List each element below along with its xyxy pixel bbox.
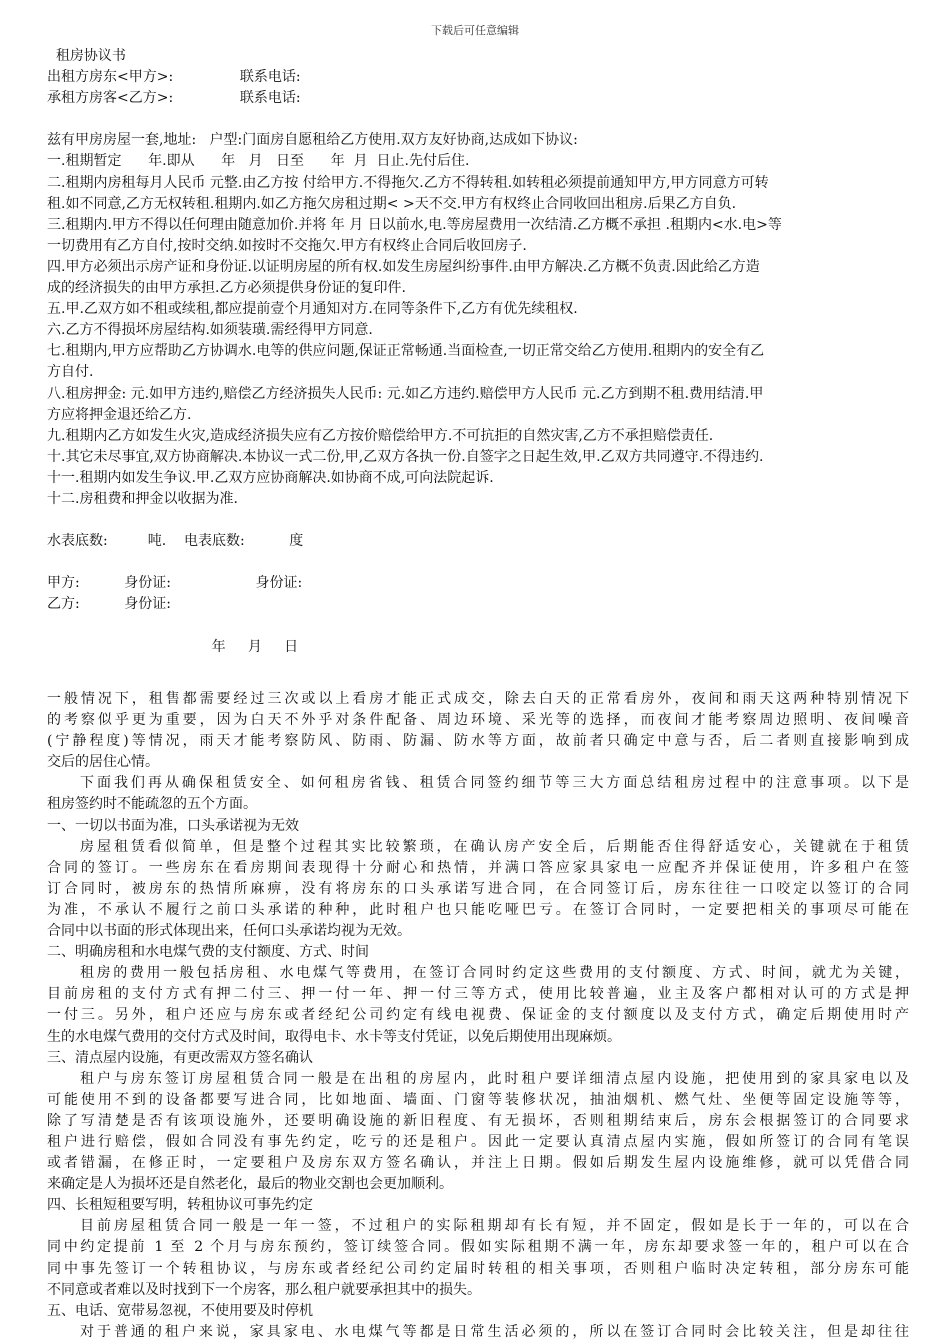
- contract-line: 承租方房客<乙方>: 联系电话:: [47, 90, 301, 107]
- article-line: 租户进行赔偿，假如合同没有事先约定，吃亏的还是租户。因此一定要认真清点屋内实施，假如所签订的合同有笔误: [47, 1133, 909, 1150]
- article-line: 对于普通的租户来说，家具家电、水电煤气等都是日常生活必须的，所以在签订合同时会比较关注，但是却往往: [80, 1323, 909, 1340]
- contract-line: 甲方: 身份证: 身份证:: [47, 575, 303, 592]
- contract-line: 方应将押金退还给乙方.: [47, 406, 192, 423]
- article-line: 的考察似乎更为重要，因为白天不外乎对条件配备、周边环境、采光等的选择，而夜间才能考察周边照明、夜间噪音: [47, 712, 909, 729]
- article-line: (宁静程度)等情况，雨天才能考察防风、防雨、防漏、防水等方面，故前者只确定中意与否，后二者则直接影响到成: [47, 733, 909, 750]
- article-line: 下面我们再从确保租赁安全、如何租房省钱、租赁合同签约细节等三大方面总结租房过程中的注意事项。以下是: [80, 775, 909, 792]
- article-line: 同中事先签订一个转租协议，与房东或者经纪公司约定届时转租的相关事项，否则租户临时决定转租，部分房东可能: [47, 1260, 909, 1277]
- article-line: 五、电话、宽带易忽视，不使用要及时停机: [47, 1302, 313, 1319]
- article-line: 订合同时，被房东的热情所麻痹，没有将房东的口头承诺写进合同，在合同签订后，房东往往一口咬定以签订的合同: [47, 880, 909, 897]
- contract-line: 成的经济损失的由甲方承担.乙方必须提供身份证的复印件.: [47, 280, 406, 297]
- contract-line: 十一.租期内如发生争议.甲.乙双方应协商解决.如协商不成,可向法院起诉.: [47, 469, 494, 486]
- contract-line: 三.租期内.甲方不得以任何理由随意加价.并将 年 月 日以前水,电.等房屋费用一次结清.乙方概不承担 .租期内<水.电>等: [47, 216, 782, 233]
- contract-line: 水表底数: 吨. 电表底数: 度: [47, 533, 304, 550]
- article-line: 或者错漏，在修正时，一定要租户及房东双方签名确认，并注上日期。假如后期发生屋内设施维修，就可以凭借合同: [47, 1155, 909, 1172]
- contract-line: 二.租期内房租每月人民币 元整.由乙方按 付给甲方.不得拖欠.乙方不得转租.如转租必须提前通知甲方,甲方同意方可转: [47, 174, 769, 191]
- article-line: 目前房租的支付方式有押二付三、押一付一年、押一付三等方式，使用比较普遍，业主及客户都相对认可的方式是押: [47, 986, 909, 1003]
- article-line: 不同意或者难以及时找到下一个房客，那么租户就要承担其中的损失。: [47, 1281, 481, 1298]
- article-line: 生的水电煤气费用的交付方式及时间，取得电卡、水卡等支付凭证，以免后期使用出现麻烦。: [47, 1028, 621, 1045]
- contract-line: 十.其它未尽事宜,双方协商解决.本协议一式二份,甲,乙双方各执一份.自签字之日起生效,甲.乙双方共同遵守.不得违约.: [47, 448, 764, 465]
- article-line: 目前房屋租赁合同一般是一年一签，不过租户的实际租期却有长有短，并不固定，假如是长于一年的，可以在合: [80, 1218, 909, 1235]
- contract-line: 出租方房东<甲方>: 联系电话:: [47, 69, 301, 86]
- contract-line: 四.甲方必须出示房产证和身份证.以证明房屋的所有权.如发生房屋纠纷事件.由甲方解决.乙方概不负责.因此给乙方造: [47, 258, 760, 275]
- article-line: 房屋租赁看似简单，但是整个过程其实比较繁琐，在确认房产安全后，后期能否住得舒适安心，关键就在于租赁: [80, 838, 909, 855]
- article-line: 二、明确房租和水电煤气费的支付额度、方式、时间: [47, 944, 369, 961]
- contract-line: 八.租房押金: 元.如甲方违约,赔偿乙方经济损失人民币: 元.如乙方违约.赔偿甲方人民币 元.乙方到期不租.费用结清.甲: [47, 385, 764, 402]
- article-line: 为准，不承认不履行之前口头承诺的种种，此时租户也只能吃哑巴亏。在签订合同时，一定要把相关的事项尽可能在: [47, 901, 909, 918]
- contract-line: 一切费用有乙方自付,按时交纳.如按时不交拖欠.甲方有权终止合同后收回房子.: [47, 237, 527, 254]
- contract-line: 五.甲.乙双方如不租或续租,都应提前壹个月通知对方.在同等条件下,乙方有优先续租权.: [47, 301, 578, 318]
- contract-line: 年 月 日: [47, 638, 299, 655]
- rental-agreement: [47, 46, 917, 658]
- contract-line: 一.租期暂定 年.即从 年 月 日至 年 月 日止.先付后住.: [47, 153, 470, 170]
- contract-line: 方自付.: [47, 364, 94, 381]
- contract-line: 租房协议书: [47, 48, 126, 64]
- article-line: 同中约定提前 1 至 2 个月与房东预约，签订续签合同。假如实际租期不满一年，房东却要求签一年的，租户可以在合: [47, 1239, 909, 1256]
- contract-line: 十二.房租费和押金以收据为准.: [47, 490, 238, 507]
- contract-line: [47, 552, 917, 573]
- article-line: 除了写清楚是否有该项设施外，还要明确设施的新旧程度、有无损坏，否则租期结束后，房东会根据签订的合同要求: [47, 1112, 909, 1129]
- article-line: 一付三。另外，租户还应与房东或者经纪公司约定有线电视费、保证金的支付额度以及支付方式，确定后期使用时产: [47, 1007, 909, 1024]
- article-line: 一、一切以书面为准，口头承诺视为无效: [47, 817, 299, 834]
- contract-line: 兹有甲房房屋一套,地址: 户型:门面房自愿租给乙方使用.双方友好协商,达成如下协议:: [47, 132, 578, 149]
- article-line: 可能使用不到的设备都要写进合同，比如地面、墙面、门窗等装修状况，抽油烟机、燃气灶、坐便等固定设施等等，: [47, 1091, 909, 1108]
- article-line: 来确定是人为损坏还是自然老化，最后的物业交割也会更加顺利。: [47, 1176, 453, 1193]
- article-line: 一般情况下，租售都需要经过三次或以上看房才能正式成交，除去白天的正常看房外，夜间和雨天这两种特别情况下: [47, 691, 909, 707]
- article-line: 租房的费用一般包括房租、水电煤气等费用，在签订合同时约定这些费用的支付额度、方式、时间，就尤为关键，: [80, 965, 909, 982]
- contract-line: [47, 109, 917, 130]
- contract-line: 乙方: 身份证:: [47, 596, 171, 613]
- article-line: 四、长租短租要写明，转租协议可事先约定: [47, 1197, 313, 1214]
- contract-line: [47, 510, 917, 531]
- contract-line: [47, 616, 917, 637]
- article-line: 租户与房东签订房屋租赁合同一般是在出租的房屋内，此时租户要详细清点屋内设施，把使用到的家具家电以及: [80, 1070, 909, 1087]
- article-line: 交后的居住心情。: [47, 754, 159, 771]
- article-line: 租房签约时不能疏忽的五个方面。: [47, 796, 257, 813]
- article-line: 三、清点屋内设施，有更改需双方签名确认: [47, 1049, 313, 1066]
- contract-line: 七.租期内,甲方应帮助乙方协调水.电等的供应问题,保证正常畅通.当面检查,一切正常交给乙方使用.租期内的安全有乙: [47, 343, 765, 360]
- page-header: 下载后可任意编辑: [431, 24, 519, 37]
- contract-line: 九.租期内乙方如发生火灾,造成经济损失应有乙方按价赔偿给甲方.不可抗拒的自然灾害,乙方不承担赔偿责任.: [47, 427, 714, 444]
- article-line: 合同中以书面的形式体现出来，任何口头承诺均视为无效。: [47, 923, 411, 940]
- contract-line: 租.如不同意,乙方无权转租.租期内.如乙方拖欠房租过期< >天不交.甲方有权终止合同收回出租房.后果乙方自负.: [47, 195, 737, 212]
- article-line: 合同的签订。一些房东在看房期间表现得十分耐心和热情，并满口答应家具家电一应配齐并保证使用，许多租户在签: [47, 859, 909, 876]
- rental-tips-article: [47, 689, 909, 1343]
- contract-line: 六.乙方不得损坏房屋结构.如须装璜.需经得甲方同意.: [47, 322, 373, 339]
